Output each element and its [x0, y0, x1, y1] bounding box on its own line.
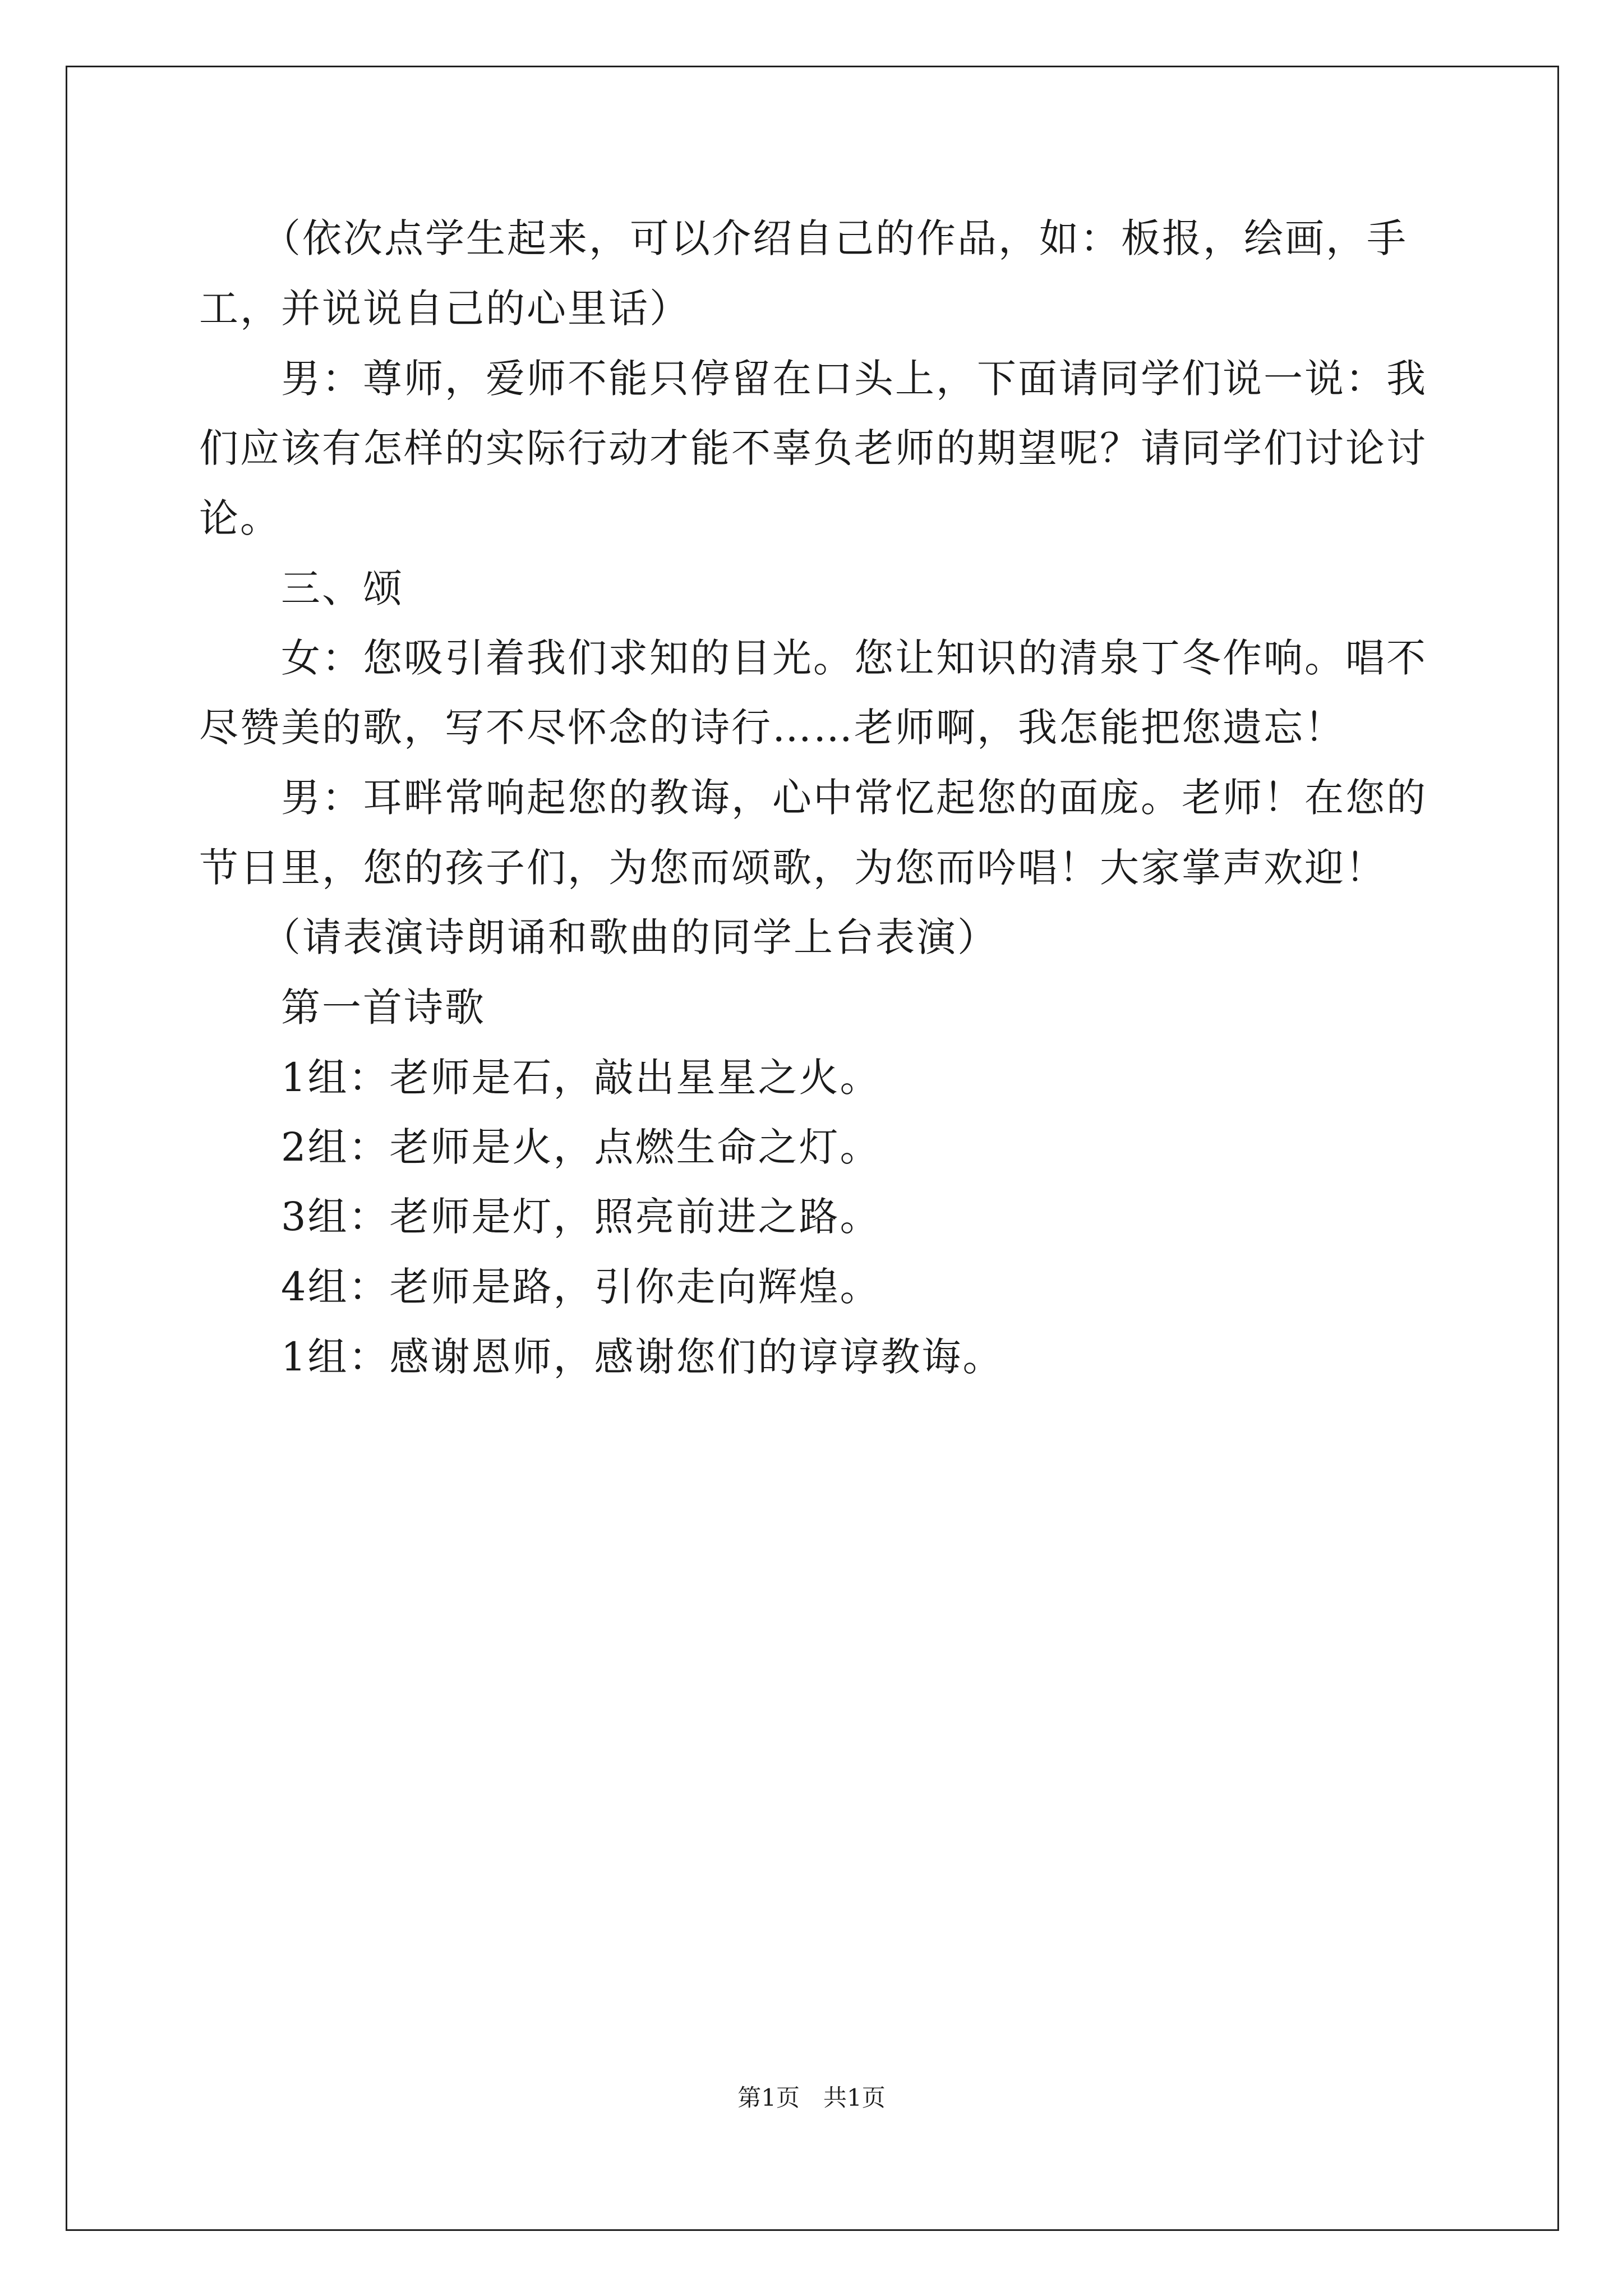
paragraph-line: 节日里，您的孩子们，为您而颂歌，为您而吟唱！大家掌声欢迎！ — [199, 845, 1386, 891]
paragraph-line: 论。 — [199, 495, 281, 541]
paragraph-line: 工，并说说自己的心里话） — [199, 286, 690, 332]
paragraph-line: 第一首诗歌 — [199, 984, 486, 1030]
section-heading: 三、颂 — [199, 565, 404, 611]
poem-line: 1组：感谢恩师，感谢您们的谆谆教诲。 — [199, 1334, 1004, 1380]
page-number-footer: 第1页 共1页 — [737, 2084, 886, 2111]
paragraph-line: 们应该有怎样的实际行动才能不辜负老师的期望呢？请同学们讨论讨 — [199, 425, 1427, 471]
poem-line: 4组：老师是路，引你走向辉煌。 — [199, 1264, 881, 1310]
paragraph-line: 男：耳畔常响起您的教诲，心中常忆起您的面庞。老师！在您的 — [199, 775, 1427, 821]
poem-line: 1组：老师是石，敲出星星之火。 — [199, 1055, 881, 1101]
paragraph-line: （依次点学生起来，可以介绍自己的作品，如：板报，绘画，手 — [199, 215, 1408, 261]
paragraph-line: 男：尊师，爱师不能只停留在口头上，下面请同学们说一说：我 — [199, 356, 1427, 402]
paragraph-line: 尽赞美的歌，写不尽怀念的诗行……老师啊，我怎能把您遗忘！ — [199, 705, 1345, 751]
poem-line: 3组：老师是灯，照亮前进之路。 — [199, 1194, 881, 1240]
poem-line: 2组：老师是火，点燃生命之灯。 — [199, 1124, 881, 1170]
paragraph-line: （请表演诗朗诵和歌曲的同学上台表演） — [199, 914, 998, 960]
paragraph-line: 女：您吸引着我们求知的目光。您让知识的清泉丁冬作响。唱不 — [199, 635, 1427, 681]
